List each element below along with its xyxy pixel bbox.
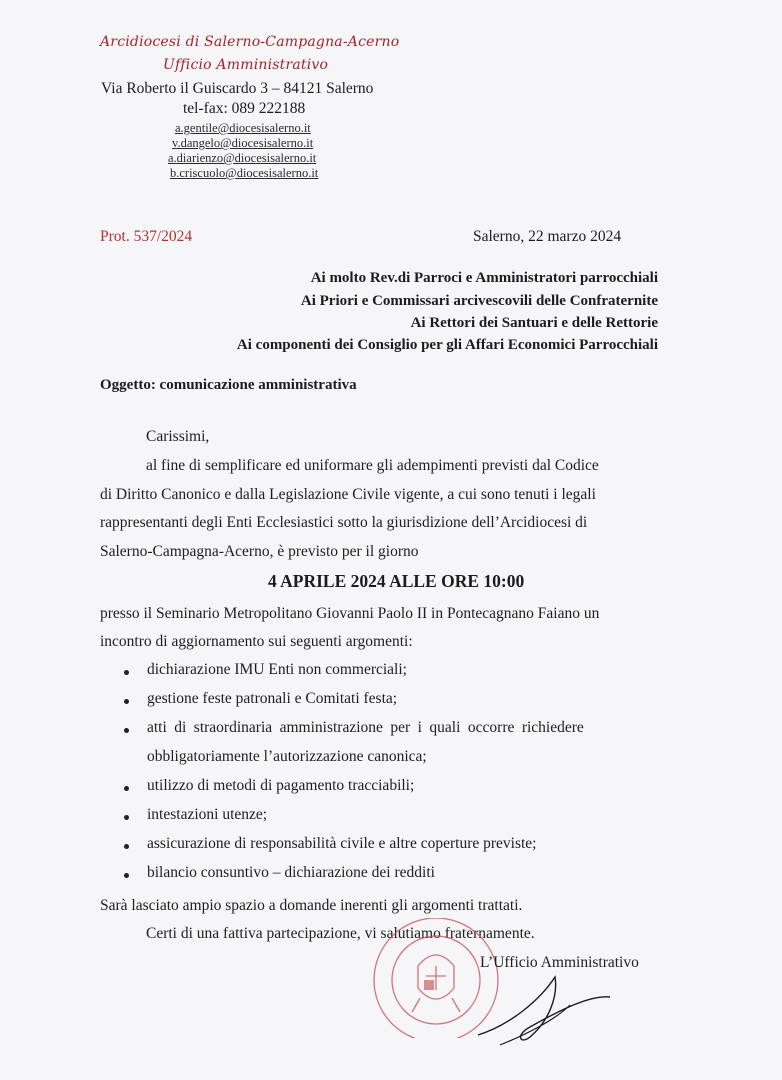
email-link[interactable]: b.criscuolo@diocesisalerno.it [170, 166, 319, 180]
address: Via Roberto il Guiscardo 3 – 84121 Salerno [101, 80, 374, 97]
list-item: atti di straordinaria amministrazione per i quali occorre richiedere [147, 719, 584, 736]
list-item: intestazioni utenze; [147, 806, 268, 823]
list-item: bilancio consuntivo – dichiarazione dei redditi [147, 864, 435, 881]
org-name: Arcidiocesi di Salerno-Campagna-Acerno [100, 34, 400, 50]
recipient-line: Ai Priori e Commissari arcivescovili delle Confraternite [300, 293, 658, 309]
bullet-icon [124, 815, 129, 820]
email-link[interactable]: a.diarienzo@diocesisalerno.it [168, 151, 317, 165]
body-line: Salerno-Campagna-Acerno, è previsto per il giorno [100, 543, 419, 560]
protocol-number: Prot. 537/2024 [100, 228, 193, 245]
list-item: utilizzo di metodi di pagamento tracciabili; [147, 777, 415, 794]
signatory: L’Ufficio Amministrativo [480, 954, 639, 971]
recipient-line: Ai componenti dei Consiglio per gli Affari Economici Parrocchiali [236, 337, 658, 353]
body-line: al fine di semplificare ed uniformare gli adempimenti previsti dal Codice [146, 457, 599, 474]
list-item-continued: obbligatoriamente l’autorizzazione canonica; [147, 748, 427, 765]
body-line: incontro di aggiornamento sui seguenti argomenti: [100, 633, 413, 650]
body-line: di Diritto Canonico e dalla Legislazione Civile vigente, a cui sono tenuti i legali [100, 486, 596, 503]
bullet-icon [124, 786, 129, 791]
letter-date: Salerno, 22 marzo 2024 [473, 228, 622, 245]
subject-line: Oggetto: comunicazione amministrativa [100, 377, 357, 393]
bullet-icon [124, 728, 129, 733]
closing-line: Certi di una fattiva partecipazione, vi salutiamo fraternamente. [146, 925, 535, 942]
list-item: gestione feste patronali e Comitati festa; [147, 690, 398, 707]
bullet-icon [124, 873, 129, 878]
signature [470, 965, 620, 1055]
list-item: dichiarazione IMU Enti non commerciali; [147, 661, 407, 678]
email-link[interactable]: v.dangelo@diocesisalerno.it [172, 136, 314, 150]
list-item: assicurazione di responsabilità civile e altre coperture previste; [147, 835, 537, 852]
bullet-icon [124, 699, 129, 704]
telfax: tel-fax: 089 222188 [183, 100, 306, 117]
bullet-icon [124, 844, 129, 849]
body-line: rappresentanti degli Enti Ecclesiastici sotto la giurisdizione dell’Arcidiocesi di [100, 514, 588, 531]
bullet-icon [124, 670, 129, 675]
email-link[interactable]: a.gentile@diocesisalerno.it [175, 121, 311, 135]
body-line: presso il Seminario Metropolitano Giovanni Paolo II in Pontecagnano Faiano un [100, 605, 600, 622]
recipient-line: Ai Rettori dei Santuari e delle Rettorie [410, 315, 658, 331]
closing-line: Sarà lasciato ampio spazio a domande inerenti gli argomenti trattati. [100, 897, 523, 914]
event-datetime: 4 APRILE 2024 ALLE ORE 10:00 [268, 571, 525, 591]
recipient-line: Ai molto Rev.di Parroci e Amministratori parrocchiali [310, 270, 658, 286]
salutation: Carissimi, [146, 428, 210, 445]
office-name: Ufficio Amministrativo [163, 57, 329, 73]
